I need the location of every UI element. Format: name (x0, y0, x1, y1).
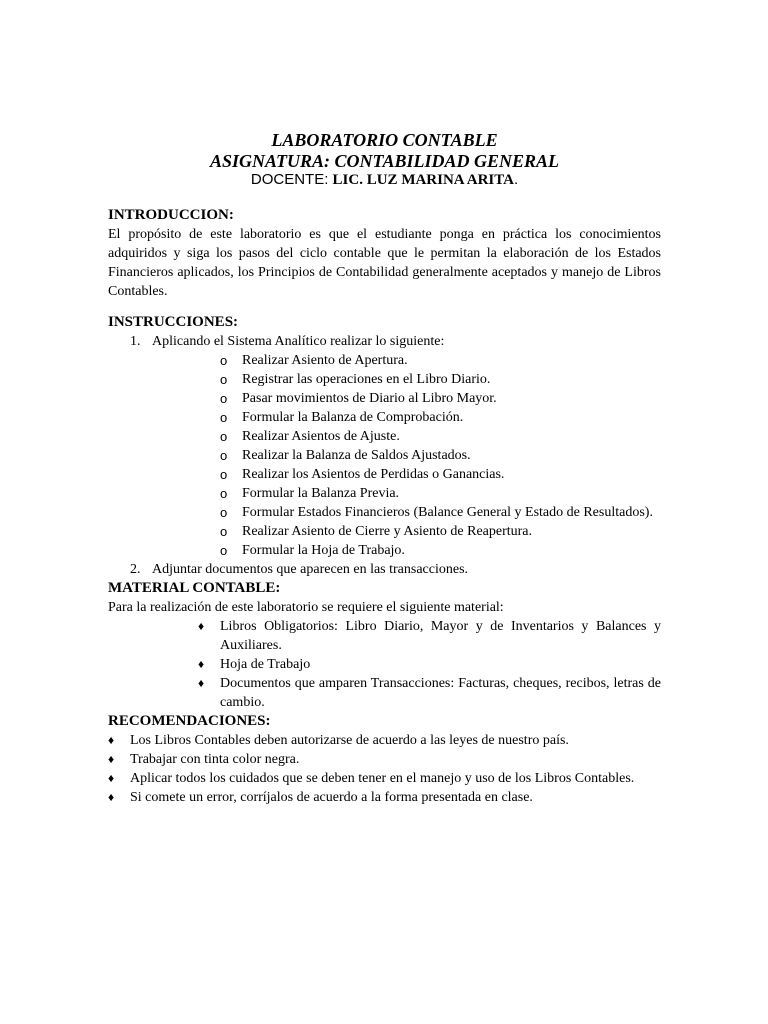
diamond-bullet-icon: ♦ (198, 619, 205, 633)
list-item: o Realizar Asiento de Apertura. (220, 353, 408, 368)
circle-bullet-icon: o (220, 410, 228, 425)
circle-bullet-icon: o (220, 353, 228, 368)
list-item: o Formular la Balanza de Comprobación. (220, 410, 464, 425)
material-list (108, 617, 661, 712)
instruction-number-2: 2. (130, 562, 141, 577)
instruction-item-2 (108, 560, 661, 579)
list-item: o Formular la Hoja de Trabajo. (220, 543, 405, 558)
diamond-bullet-icon: ♦ (108, 733, 115, 747)
list-item: o Formular Estados Financieros (Balance General y Estado de Resultados). (220, 505, 653, 520)
list-item: o Realizar la Balanza de Saldos Ajustados. (220, 448, 471, 463)
list-item: ♦ Documentos que amparen Transacciones: Facturas, cheques, recibos, letras de cambio. (198, 676, 661, 710)
circle-bullet-icon: o (220, 486, 228, 501)
list-item: o Realizar los Asientos de Perdidas o Ganancias. (220, 467, 505, 482)
instrucciones-heading: INSTRUCCIONES: (108, 314, 239, 330)
intro-heading: INTRODUCCION: (108, 207, 234, 223)
circle-bullet-icon: o (220, 524, 228, 539)
list-item: ♦ Libros Obligatorios: Libro Diario, Mayor y de Inventarios y Balances y Auxiliares. (198, 619, 661, 653)
docente-name: LIC. LUZ MARINA ARITA (332, 172, 514, 188)
material-text: Para la realización de este laboratorio se requiere el siguiente material: (108, 600, 504, 615)
docente-line (108, 170, 661, 190)
circle-bullet-icon: o (220, 429, 228, 444)
diamond-bullet-icon: ♦ (108, 752, 115, 766)
intro-text: El propósito de este laboratorio es que el estudiante ponga en práctica los conocimientos adquiridos y siga los pasos del ciclo contable que le permitan la elaboración de los Estados Financieros aplicados, los Principios de Contabilidad generalmente aceptados y manejo de Libros Contables. (108, 227, 661, 299)
list-item: ♦ Si comete un error, corríjalos de acuerdo a la forma presentada en clase. (108, 790, 533, 805)
circle-bullet-icon: o (220, 372, 228, 387)
document-title: LABORATORIO CONTABLE (271, 130, 498, 150)
diamond-bullet-icon: ♦ (198, 676, 205, 690)
instrucciones-section (108, 313, 661, 807)
diamond-bullet-icon: ♦ (108, 790, 115, 804)
instruction-text-1: Aplicando el Sistema Analítico realizar lo siguiente: (152, 334, 445, 349)
diamond-bullet-icon: ♦ (108, 771, 115, 785)
list-item: o Pasar movimientos de Diario al Libro Mayor. (220, 391, 497, 406)
list-item: ♦ Trabajar con tinta color negra. (108, 752, 300, 767)
docente-label: DOCENTE: (250, 171, 333, 188)
instruction-item-1 (108, 332, 661, 351)
instruction-text-2: Adjuntar documentos que aparecen en las transacciones. (152, 562, 469, 577)
recomendaciones-list (108, 731, 661, 807)
list-item: ♦ Hoja de Trabajo (198, 657, 311, 672)
circle-bullet-icon: o (220, 543, 228, 558)
material-heading: MATERIAL CONTABLE: (108, 580, 281, 596)
list-item: ♦ Los Libros Contables deben autorizarse de acuerdo a las leyes de nuestro país. (108, 733, 569, 748)
docente-end: . (513, 171, 519, 188)
list-item: o Formular la Balanza Previa. (220, 486, 400, 501)
instruction-sublist (108, 351, 661, 560)
circle-bullet-icon: o (220, 505, 228, 520)
instruction-number-1: 1. (130, 334, 141, 349)
list-item: o Registrar las operaciones en el Libro Diario. (220, 372, 491, 387)
list-item: o Realizar Asiento de Cierre y Asiento de Reapertura. (220, 524, 533, 539)
list-item: o Realizar Asientos de Ajuste. (220, 429, 400, 444)
circle-bullet-icon: o (220, 467, 228, 482)
circle-bullet-icon: o (220, 391, 228, 406)
circle-bullet-icon: o (220, 448, 228, 463)
diamond-bullet-icon: ♦ (198, 657, 205, 671)
document-subtitle: ASIGNATURA: CONTABILIDAD GENERAL (209, 151, 560, 171)
intro-section (108, 206, 661, 301)
recomendaciones-heading: RECOMENDACIONES: (108, 713, 271, 729)
list-item: ♦ Aplicar todos los cuidados que se deben tener en el manejo y uso de los Libros Contables. (108, 771, 635, 786)
